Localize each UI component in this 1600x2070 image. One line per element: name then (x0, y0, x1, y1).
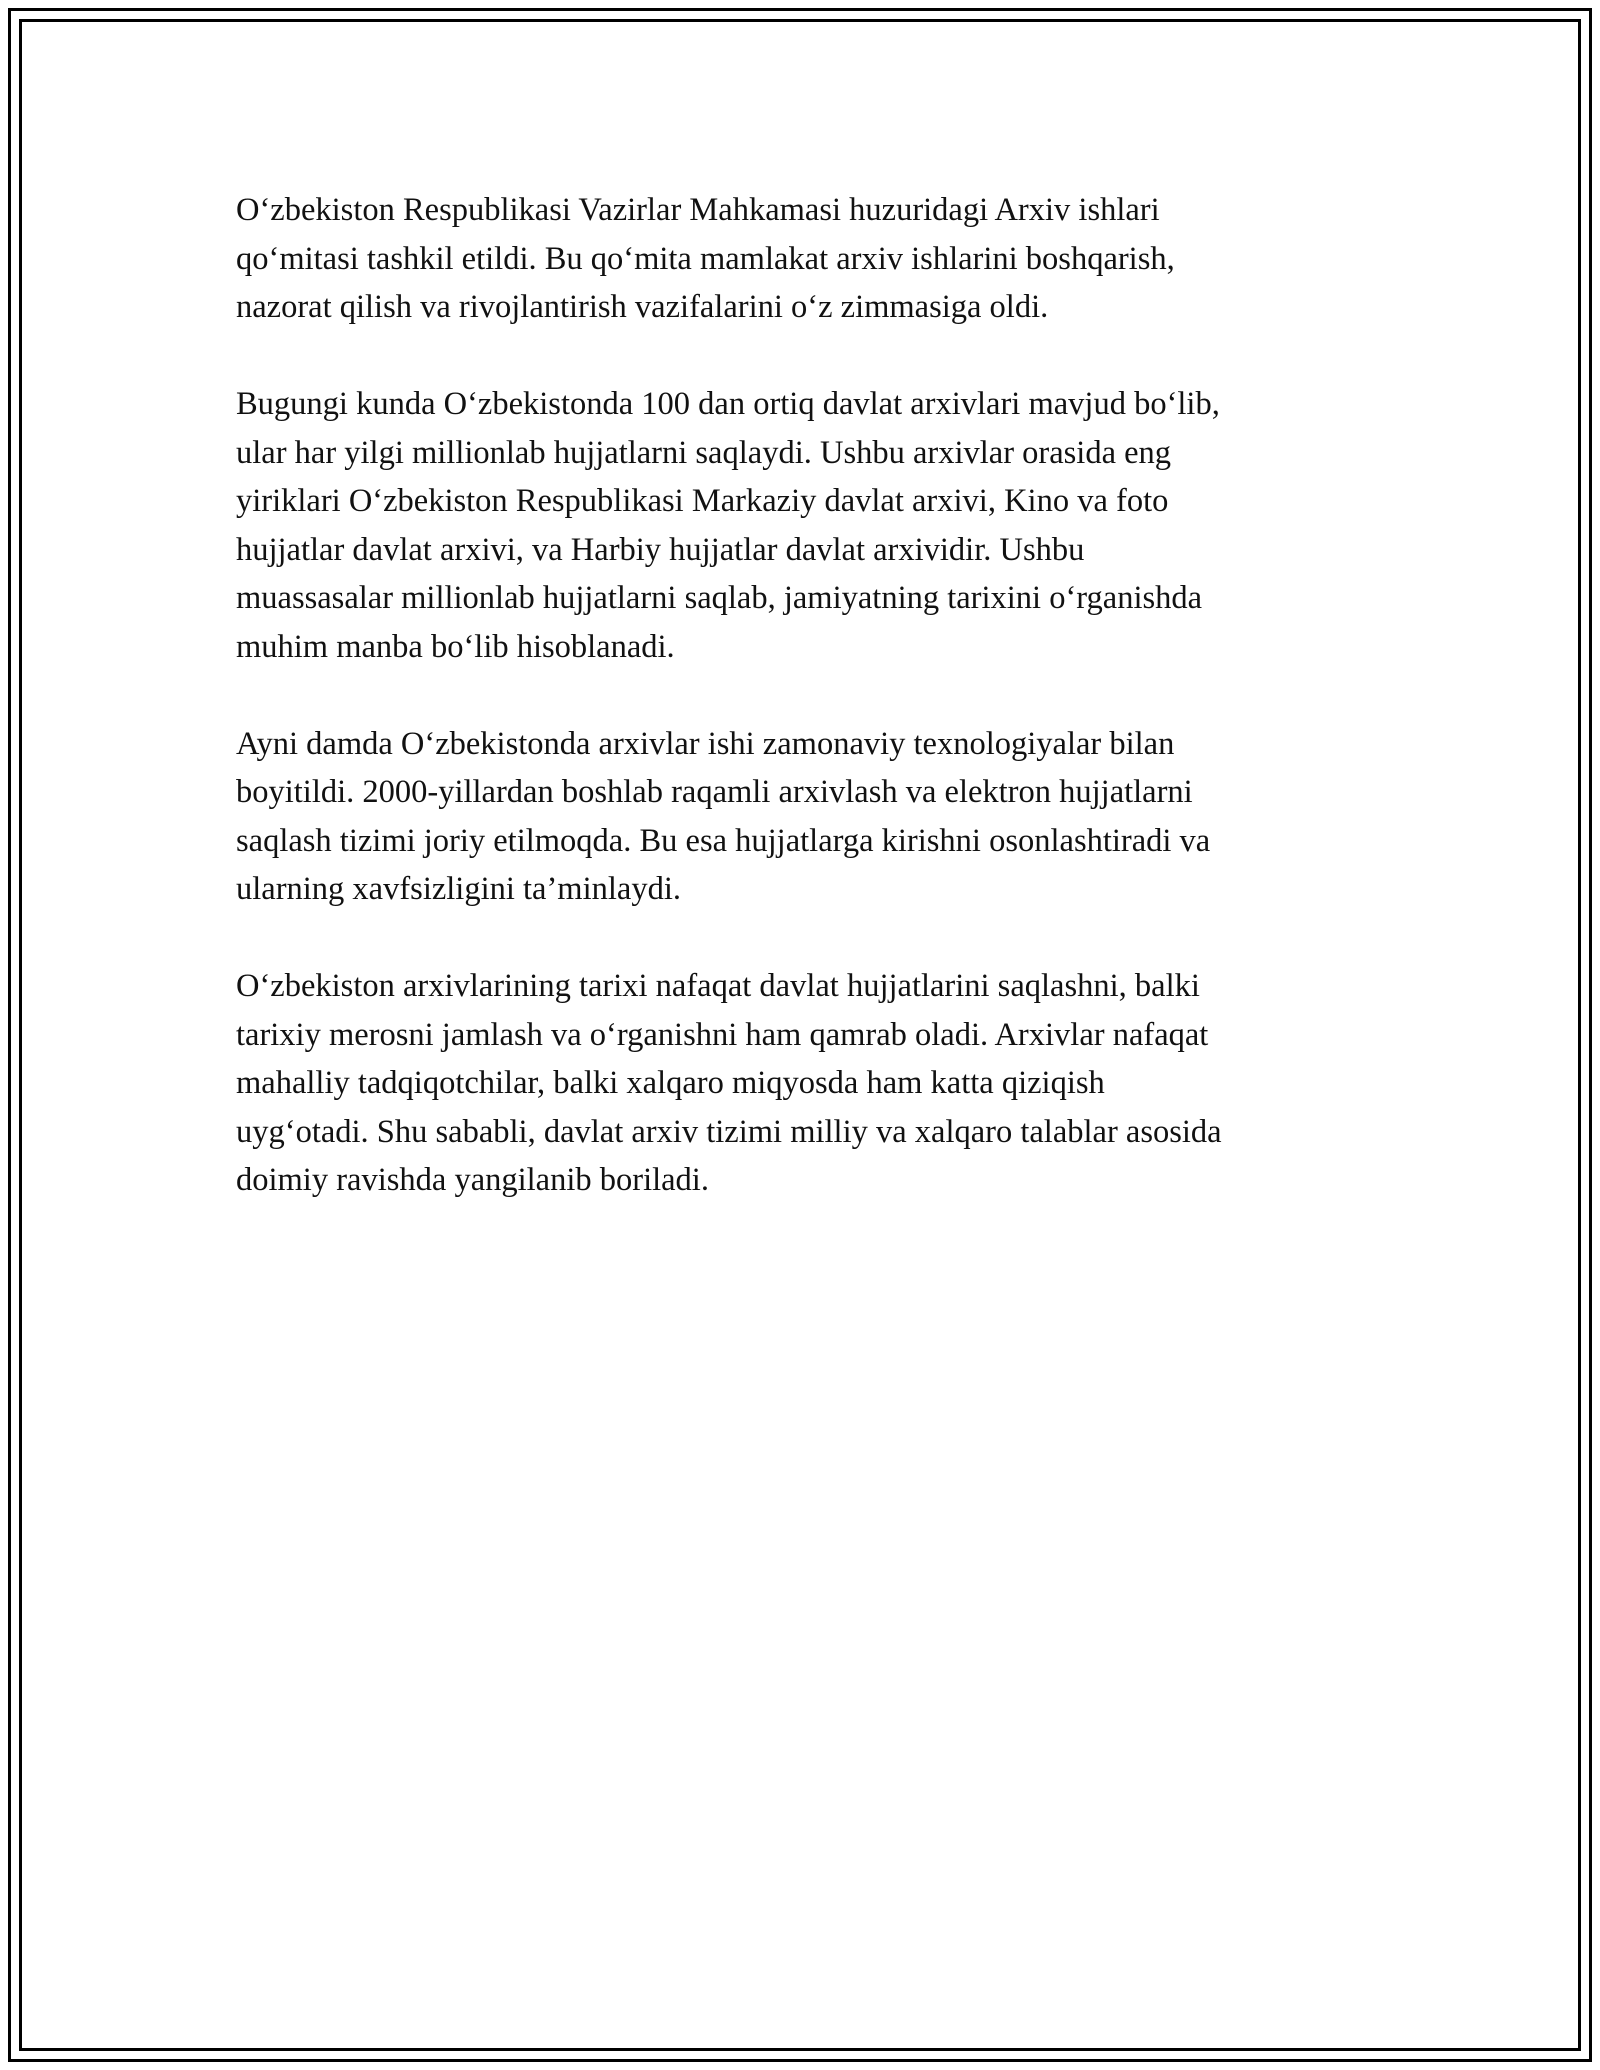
paragraph-2: Bugungi kunda O‘zbekistonda 100 dan ortiq davlat arxivlari mavjud bo‘lib, ular har yilgi millionlab hujjatlarni saqlaydi. Ushbu arxivlar orasida eng yiriklari O‘zbekiston Respublikasi Markaziy davlat arxivi, Kino va foto hujjatlar davlat arxivi, va Harbiy hujjatlar davlat arxividir. Ushbu muassasalar millionlab hujjatlarni saqlab, jamiyatning tarixini o‘rganishda muhim manba bo‘lib hisoblanadi. (236, 386, 1220, 665)
paragraph-4: O‘zbekiston arxivlarining tarixi nafaqat davlat hujjatlarini saqlashni, balki tarixiy merosni jamlash va o‘rganishni ham qamrab oladi. Arxivlar nafaqat mahalliy tadqiqotchilar, balki xalqaro miqyosda ham katta qiziqish uyg‘otadi. Shu sababli, davlat arxiv tizimi milliy va xalqaro talablar asosida doimiy ravishda yangilanib boriladi. (236, 968, 1222, 1198)
paragraph-3: Ayni damda O‘zbekistonda arxivlar ishi zamonaviy texnologiyalar bilan boyitildi. 2000-yillardan boshlab raqamli arxivlash va elektron hujjatlarni saqlash tizimi joriy etilmoqda. Bu esa hujjatlarga kirishni osonlashtiradi va ularning xavfsizligini ta’minlaydi. (236, 725, 1211, 907)
paragraph-1: O‘zbekiston Respublikasi Vazirlar Mahkamasi huzuridagi Arxiv ishlari qo‘mitasi tashkil etildi. Bu qo‘mita mamlakat arxiv ishlarini boshqarish, nazorat qilish va rivojlantirish vazifalarini o‘z zimmasiga oldi. (236, 192, 1175, 325)
document-body (236, 186, 1366, 1253)
